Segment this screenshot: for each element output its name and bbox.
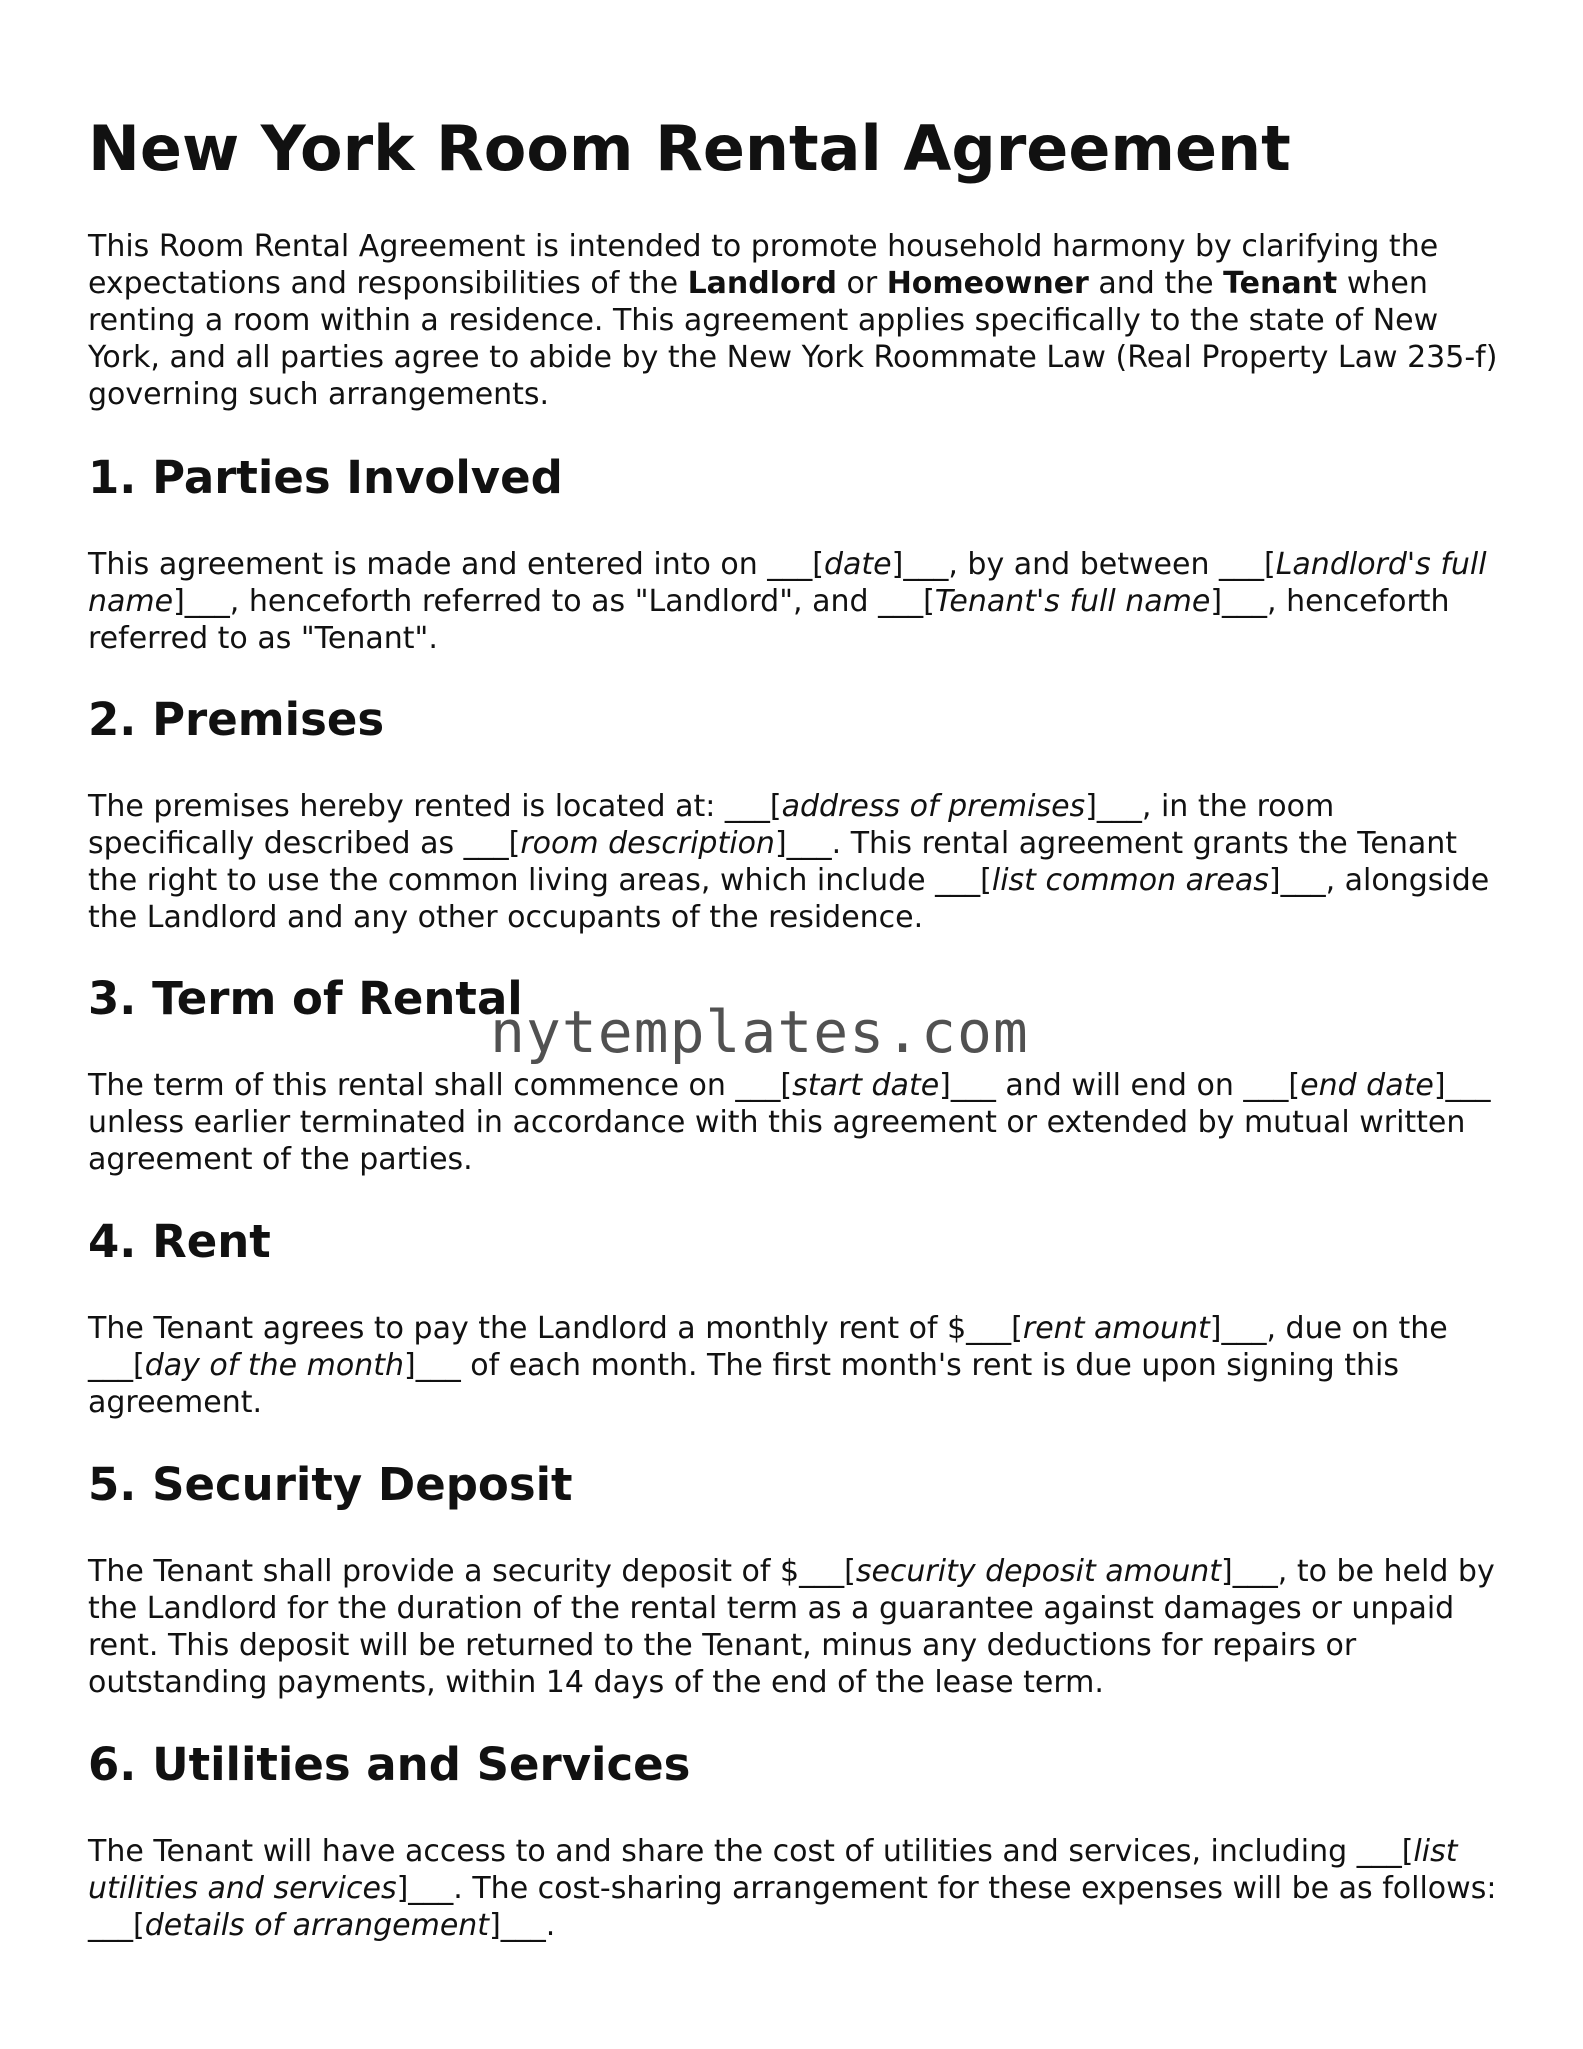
- section-heading: 2. Premises: [88, 693, 385, 746]
- placeholder-arrangement-details: details of arrangement: [144, 1908, 490, 1943]
- para-text: ]___ unless earlier terminated in accordance with this agreement or extended by mutual written agreement of the parties.: [88, 1068, 1491, 1177]
- intro-bold-homeowner: Homeowner: [886, 266, 1089, 301]
- para-text: ]___ of each month. The first month's rent is due upon signing this agreement.: [88, 1348, 1399, 1420]
- section-heading: 6. Utilities and Services: [88, 1738, 691, 1791]
- section-heading: 4. Rent: [88, 1215, 271, 1268]
- placeholder-address: address of premises: [781, 789, 1086, 824]
- section-heading: 1. Parties Involved: [88, 451, 563, 504]
- section-heading: 3. Term of Rental: [88, 972, 523, 1025]
- para-text: The Tenant will have access to and share the cost of utilities and services, including ___[: [88, 1834, 1414, 1869]
- para-text: ]___, henceforth referred to as "Landlord", and ___[: [173, 584, 935, 619]
- para-text: The term of this rental shall commence on ___[: [88, 1068, 793, 1103]
- para-text: ]___ and will end on ___[: [939, 1068, 1301, 1103]
- section-heading: 5. Security Deposit: [88, 1458, 573, 1511]
- placeholder-day-of-month: day of the month: [144, 1348, 405, 1383]
- section-rent: [88, 1215, 1508, 1421]
- intro-text-4: when renting a room within a residence. This agreement applies specifically to the state of New York, and all parties agree to abide by the New York Roommate Law (Real Property Law 235-f) governing such arrangements.: [88, 266, 1498, 412]
- section-paragraph: [88, 1553, 1508, 1701]
- watermark: nytemplates.com: [490, 998, 1029, 1066]
- placeholder-tenant-name: Tenant's full name: [934, 584, 1211, 619]
- intro-bold-tenant: Tenant: [1223, 266, 1338, 301]
- placeholder-room-description: room description: [520, 826, 775, 861]
- intro-bold-landlord: Landlord: [687, 266, 837, 301]
- placeholder-date: date: [823, 547, 892, 582]
- section-paragraph: [88, 1310, 1508, 1421]
- placeholder-deposit-amount: security deposit amount: [855, 1554, 1222, 1589]
- section-paragraph: [88, 546, 1508, 657]
- para-text: ]___, by and between ___[: [891, 547, 1276, 582]
- placeholder-common-areas: list common areas: [991, 863, 1269, 898]
- intro-text-1: This Room Rental Agreement is intended to promote household harmony by clarifying the expectations and responsibilities of the: [88, 229, 1439, 301]
- section-premises: [88, 693, 1508, 936]
- intro-text-3: and the: [1088, 266, 1224, 301]
- para-text: The Tenant shall provide a security deposit of $___[: [88, 1554, 856, 1589]
- intro-paragraph: [88, 228, 1508, 413]
- para-text: ]___. The cost-sharing arrangement for these expenses will be as follows: ___[: [88, 1871, 1497, 1943]
- para-text: ]___. This rental agreement grants the Tenant the right to use the common living areas, which include ___[: [88, 826, 1458, 898]
- section-paragraph: [88, 788, 1508, 936]
- section-parties: [88, 451, 1508, 657]
- para-text: The premises hereby rented is located at: ___[: [88, 789, 782, 824]
- document-title: New York Room Rental Agreement: [88, 112, 1291, 185]
- placeholder-landlord-name: Landlord's full name: [88, 547, 1487, 619]
- placeholder-end-date: end date: [1300, 1068, 1434, 1103]
- section-paragraph: [88, 1833, 1508, 1944]
- para-text: This agreement is made and entered into on ___[: [88, 547, 824, 582]
- placeholder-utilities-list: list utilities and services: [88, 1834, 1458, 1906]
- para-text: ]___.: [489, 1908, 556, 1943]
- section-security-deposit: [88, 1458, 1508, 1701]
- para-text: The Tenant agrees to pay the Landlord a monthly rent of $___[: [88, 1311, 1023, 1346]
- placeholder-start-date: start date: [792, 1068, 940, 1103]
- placeholder-rent-amount: rent amount: [1022, 1311, 1210, 1346]
- section-paragraph: [88, 1067, 1508, 1178]
- section-utilities: [88, 1738, 1508, 1944]
- para-text: ]___, due on the ___[: [88, 1311, 1448, 1383]
- para-text: ]___, henceforth referred to as "Tenant".: [88, 584, 1450, 656]
- intro-text-2: or: [836, 266, 887, 301]
- para-text: ]___, in the room specifically described as ___[: [88, 789, 1335, 861]
- para-text: ]___, to be held by the Landlord for the duration of the rental term as a guarantee against damages or unpaid rent. This deposit will be returned to the Tenant, minus any deductions for repairs or outstanding payments, within 14 days of the end of the lease term.: [88, 1554, 1495, 1700]
- para-text: ]___, alongside the Landlord and any other occupants of the residence.: [88, 863, 1490, 935]
- intro-section: [88, 228, 1508, 413]
